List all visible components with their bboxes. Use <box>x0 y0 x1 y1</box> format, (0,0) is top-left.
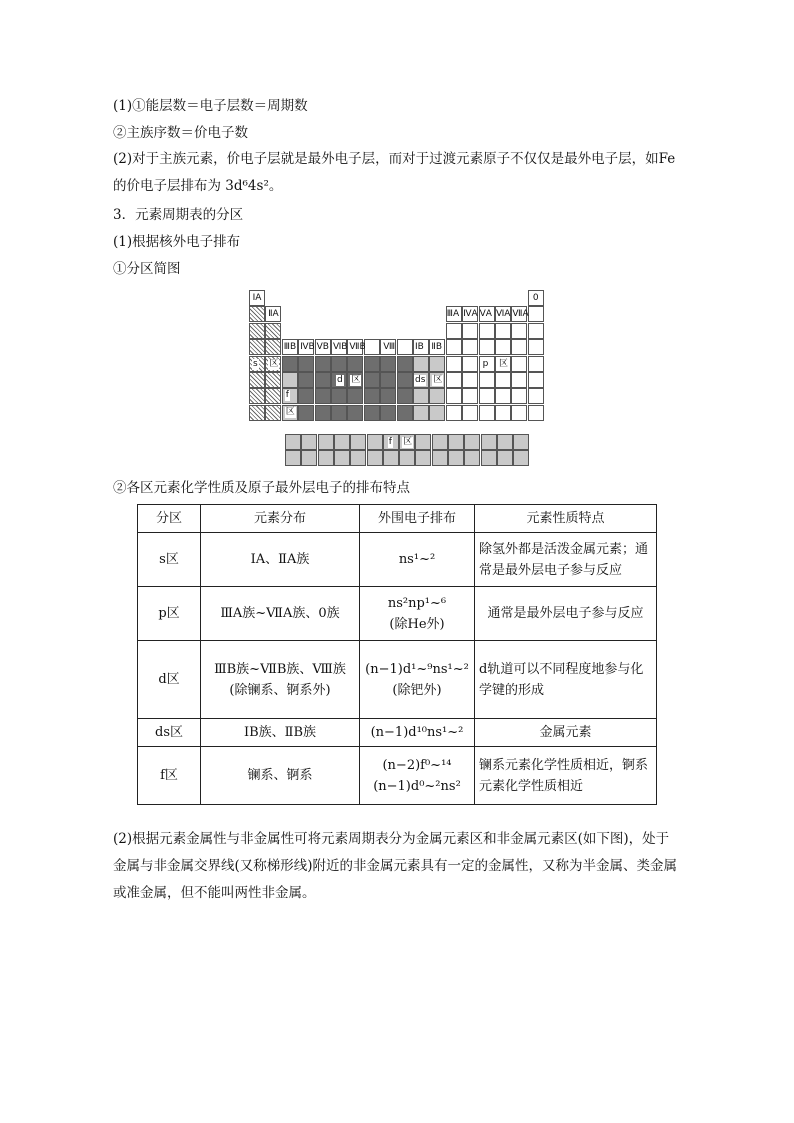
cell-distribution: ⅠB族、ⅡB族 <box>201 719 360 747</box>
cell-config <box>360 641 475 719</box>
cell-f-block <box>318 450 334 466</box>
cell-s-block <box>265 339 281 355</box>
cell-ds-block <box>413 405 429 421</box>
cell-p-block <box>511 372 527 388</box>
cell-d-block <box>315 372 331 388</box>
cell-p-block <box>462 339 478 355</box>
f-block-label: f <box>285 390 289 401</box>
text-line-2: ②主族序数＝价电子数 <box>113 125 248 141</box>
cell-p-block <box>511 356 527 372</box>
cell-f-block <box>497 434 513 450</box>
cell-d-block <box>397 356 413 372</box>
cell-f-block <box>464 434 480 450</box>
cell-f-block <box>301 450 317 466</box>
cell-p-block <box>511 388 527 404</box>
p-block-label: p <box>482 358 489 369</box>
table-row <box>138 719 657 747</box>
group-label: ⅥB <box>333 342 348 353</box>
group-label: ⅣB <box>300 342 315 353</box>
cell-f-block <box>301 434 317 450</box>
cell-d-block <box>298 372 314 388</box>
header-distribution: 元素分布 <box>201 505 360 533</box>
cell-p-block <box>495 405 511 421</box>
header-zone: 分区 <box>138 505 201 533</box>
cell-p-block <box>446 388 462 404</box>
group-label: ⅡB <box>431 342 442 353</box>
cell-f-block <box>350 450 366 466</box>
cell-p-block <box>462 388 478 404</box>
cell-s-block <box>249 405 265 421</box>
cell-d-block <box>315 405 331 421</box>
f-strip-qu: 区 <box>403 437 413 447</box>
cell-d-block <box>298 405 314 421</box>
cell-ds-block <box>429 405 445 421</box>
cell-properties: 除氢外都是活泼金属元素；通常是最外层电子参与反应 <box>475 533 657 587</box>
cell-p-block <box>446 356 462 372</box>
cell-s-block <box>249 323 265 339</box>
cell-config: (n−1)d¹⁰ns¹~² <box>360 719 475 747</box>
cell-p-block <box>479 323 495 339</box>
cell-f-block <box>334 434 350 450</box>
config-line: ns²np¹~⁶ <box>387 595 447 611</box>
text-line-4: (1)根据核外电子排布 <box>113 234 241 250</box>
config-note: (除He外) <box>389 616 445 632</box>
cell-f-block <box>318 434 334 450</box>
cell-p-block <box>528 339 544 355</box>
group-label: ⅦB <box>349 342 366 353</box>
table-row <box>138 747 657 805</box>
cell-f-block <box>285 434 301 450</box>
cell-d-block <box>380 372 396 388</box>
group-label: ⅣA <box>463 309 478 320</box>
cell-properties: 通常是最外层电子参与反应 <box>475 587 657 641</box>
cell-f-block <box>481 450 497 466</box>
ds-block-label: ds <box>415 375 426 385</box>
group-label: ⅤB <box>316 342 329 353</box>
cell-s-block <box>249 372 265 388</box>
cell-s-block <box>265 388 281 404</box>
cell-d-block <box>397 388 413 404</box>
d-block-label: d <box>337 375 343 385</box>
cell-p-block <box>511 323 527 339</box>
paragraph-metal-nonmetal: (2)根据元素金属性与非金属性可将元素周期表分为金属元素区和非金属元素区(如下图)，处于金属与非金属交界线(又称梯形线)附近的非金属元素具有一定的金属性，又称为半金属、类金属或准金属，但不能叫两性非金属。 <box>113 831 678 901</box>
cell-f-block <box>415 434 431 450</box>
cell-config <box>360 587 475 641</box>
f-strip-label: f <box>388 437 392 447</box>
d-block-qu: 区 <box>351 375 361 385</box>
cell-f-block <box>448 434 464 450</box>
cell-d-block <box>347 405 363 421</box>
cell-zone: f区 <box>138 747 201 805</box>
table-row <box>138 533 657 587</box>
cell-d-block <box>347 356 363 372</box>
cell-p-block <box>462 323 478 339</box>
cell-f-block <box>334 450 350 466</box>
cell-zone: s区 <box>138 533 201 587</box>
cell-d-block <box>315 388 331 404</box>
cell-p-block <box>446 405 462 421</box>
cell-p-block <box>528 323 544 339</box>
zone-table <box>137 504 657 805</box>
group-label-viii: Ⅷ <box>383 342 396 353</box>
header-properties: 元素性质特点 <box>475 505 657 533</box>
cell-d-block <box>397 339 413 355</box>
cell-zone: p区 <box>138 587 201 641</box>
cell-f-block <box>383 450 399 466</box>
cell-f-block <box>399 450 415 466</box>
dist-note: (除镧系、锕系外) <box>229 682 331 698</box>
cell-f-block <box>464 450 480 466</box>
group-label-iia: ⅡA <box>265 306 281 322</box>
paragraph-valence: (2)对于主族元素，价电子层就是最外电子层，而对于过渡元素原子不仅仅是最外电子层，如Fe的价电子层排布为 3d⁶4s²。 <box>113 151 676 194</box>
cell-p-block <box>446 323 462 339</box>
ds-block-qu: 区 <box>433 375 443 385</box>
group-label: ⅢA <box>446 309 460 320</box>
config-note: (除钯外) <box>392 682 442 698</box>
cell-p-block <box>511 339 527 355</box>
group-label: ⅤA <box>479 309 492 320</box>
cell-config <box>360 747 475 805</box>
cell-f-block <box>513 434 529 450</box>
group-label: ⅠB <box>415 342 424 353</box>
p-block-qu: 区 <box>499 358 509 369</box>
cell-p-block <box>495 388 511 404</box>
text-line-6: ②各区元素化学性质及原子最外层电子的排布特点 <box>113 480 410 496</box>
cell-p-block <box>446 339 462 355</box>
cell-f-block <box>432 450 448 466</box>
group-label-ia: ⅠA <box>249 290 265 306</box>
section-heading: 3．元素周期表的分区 <box>113 207 244 223</box>
cell-f-block <box>448 450 464 466</box>
cell-p-block <box>479 388 495 404</box>
cell-p-block <box>528 356 544 372</box>
cell-d-block <box>298 388 314 404</box>
config-line: (n−2)f⁰~¹⁴ <box>382 757 452 773</box>
cell-s-block <box>265 405 281 421</box>
cell-d-block <box>331 405 347 421</box>
cell-p-block <box>511 405 527 421</box>
cell-f-block <box>415 450 431 466</box>
dist-line: ⅢB族~ⅦB族、Ⅷ族 <box>214 661 346 677</box>
cell-p-block <box>495 372 511 388</box>
s-block-label: s <box>253 358 258 369</box>
group-label: ⅦA <box>512 309 529 320</box>
cell-f-block <box>367 450 383 466</box>
cell-d-block <box>364 388 380 404</box>
cell-config: ns¹~² <box>360 533 475 587</box>
cell-p-block <box>446 372 462 388</box>
cell-d-block <box>347 388 363 404</box>
cell-s-block <box>265 372 281 388</box>
cell-p-block <box>462 372 478 388</box>
config-line: (n−1)d¹~⁹ns¹~² <box>365 661 469 677</box>
cell-f-block <box>481 434 497 450</box>
cell-p-block <box>495 323 511 339</box>
text-line-1: (1)①能层数＝电子层数＝周期数 <box>113 98 308 114</box>
header-config: 外围电子排布 <box>360 505 475 533</box>
cell-p-block <box>462 405 478 421</box>
cell-p-block <box>479 339 495 355</box>
cell-s-block <box>249 339 265 355</box>
cell-d-block <box>298 356 314 372</box>
cell-s-block <box>249 388 265 404</box>
cell-f-block <box>285 450 301 466</box>
cell-d-block <box>380 405 396 421</box>
cell-zone: ds区 <box>138 719 201 747</box>
cell-d-block <box>380 388 396 404</box>
cell-d-block <box>282 356 298 372</box>
f-block-qu: 区 <box>285 406 295 417</box>
cell-ds-block <box>429 356 445 372</box>
group-label: ⅢB <box>283 342 297 353</box>
cell-f-block <box>367 434 383 450</box>
cell-distribution <box>201 641 360 719</box>
cell-f-block <box>350 434 366 450</box>
cell-p-block <box>479 405 495 421</box>
cell-p-block <box>495 339 511 355</box>
cell-ds-block <box>413 388 429 404</box>
cell-zone: d区 <box>138 641 201 719</box>
cell-f-block <box>513 450 529 466</box>
table-row <box>138 641 657 719</box>
cell-d-block <box>380 356 396 372</box>
table-row <box>138 587 657 641</box>
cell-d-block <box>397 372 413 388</box>
s-block-qu: 区 <box>269 358 279 369</box>
cell-p-block <box>462 356 478 372</box>
cell-properties: d轨道可以不同程度地参与化学键的形成 <box>475 641 657 719</box>
group-label: ⅥA <box>496 309 511 320</box>
cell-properties: 镧系元素化学性质相近，锕系元素化学性质相近 <box>475 747 657 805</box>
cell-properties: 金属元素 <box>475 719 657 747</box>
cell-d-block <box>315 356 331 372</box>
cell-distribution: 镧系、锕系 <box>201 747 360 805</box>
cell-d-block <box>397 405 413 421</box>
text-line-5: ①分区简图 <box>113 261 181 277</box>
group-label-0: 0 <box>528 290 544 306</box>
cell-s-block <box>265 323 281 339</box>
cell-d-block <box>364 372 380 388</box>
cell-s-block <box>249 306 265 322</box>
cell-f-block <box>432 434 448 450</box>
cell-p-block <box>528 405 544 421</box>
cell-p-block <box>528 388 544 404</box>
cell-p-block <box>528 372 544 388</box>
cell-p-block <box>479 372 495 388</box>
cell-d-block <box>331 356 347 372</box>
cell-d-block <box>282 372 298 388</box>
cell-p-block <box>528 306 544 322</box>
cell-f-block <box>497 450 513 466</box>
cell-distribution: ⅢA族~ⅦA族、0族 <box>201 587 360 641</box>
cell-d-block <box>364 405 380 421</box>
config-note: (n−1)d⁰~²ns² <box>373 778 461 794</box>
cell-distribution: ⅠA、ⅡA族 <box>201 533 360 587</box>
cell-d-block <box>364 356 380 372</box>
cell-ds-block <box>429 388 445 404</box>
cell-d-block <box>331 388 347 404</box>
cell-ds-block <box>413 356 429 372</box>
